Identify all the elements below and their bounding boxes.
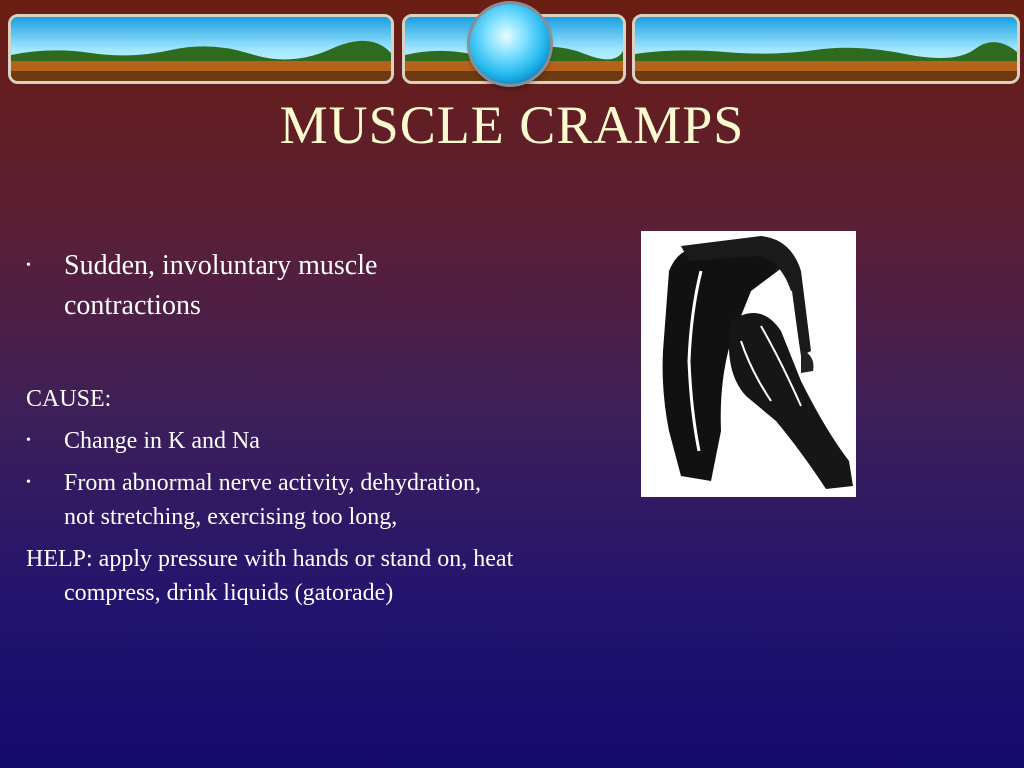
bullet-marker: •: [26, 433, 31, 448]
cause-label: CAUSE:: [26, 386, 112, 412]
leg-cramp-illustration: [641, 231, 856, 497]
help-text: HELP: apply pressure with hands or stand on, heat compress, drink liquids (gatorade): [26, 546, 514, 606]
banner-right: [632, 14, 1020, 84]
bullet-point: [26, 246, 516, 326]
cause-item: [26, 466, 516, 534]
cause-item-text: Change in K and Na: [64, 428, 260, 454]
bullet-text: Sudden, involuntary muscle contractions: [64, 250, 378, 321]
slide-title: MUSCLE CRAMPS: [279, 95, 745, 155]
bullet-marker: •: [26, 475, 31, 490]
cause-item-text: From abnormal nerve activity, dehydration, not stretching, exercising too long,: [64, 470, 481, 530]
slide-body: [26, 246, 516, 610]
bullet-marker: •: [26, 258, 31, 273]
banner-left: [8, 14, 394, 84]
cause-item: [26, 424, 516, 458]
globe-icon: [470, 4, 550, 84]
